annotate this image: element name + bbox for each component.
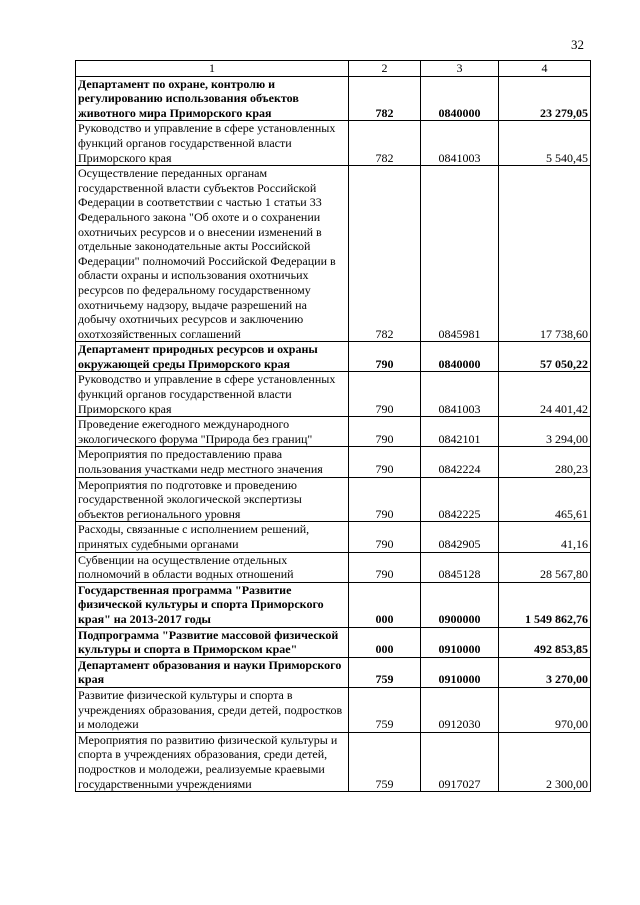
cell-amount: 41,16 (499, 522, 591, 552)
cell-name: Государственная программа "Развитие физической культуры и спорта Приморского края" на 2013-2017 годы (76, 582, 349, 627)
cell-code: 790 (349, 447, 421, 477)
cell-code: 000 (349, 627, 421, 657)
table-row (76, 687, 591, 732)
table-row (76, 447, 591, 477)
table-row (76, 76, 591, 121)
cell-amount: 23 279,05 (499, 76, 591, 121)
cell-code: 782 (349, 76, 421, 121)
header-row (76, 61, 591, 77)
column-header-code: 2 (349, 61, 421, 77)
cell-amount: 970,00 (499, 687, 591, 732)
cell-target: 0845981 (421, 166, 499, 342)
cell-amount: 5 540,45 (499, 121, 591, 166)
cell-name: Департамент образования и науки Приморского края (76, 657, 349, 687)
cell-name: Мероприятия по развитию физической культуры и спорта в учреждениях образования, среди детей, подростков и молодежи, реализуемые краевыми государственными учреждениями (76, 732, 349, 791)
cell-amount: 2 300,00 (499, 732, 591, 791)
cell-name: Департамент природных ресурсов и охраны окружающей среды Приморского края (76, 342, 349, 372)
cell-amount: 280,23 (499, 447, 591, 477)
cell-amount: 24 401,42 (499, 372, 591, 417)
cell-code: 790 (349, 477, 421, 522)
cell-target: 0842224 (421, 447, 499, 477)
cell-target: 0910000 (421, 627, 499, 657)
cell-name: Субвенции на осуществление отдельных полномочий в области водных отношений (76, 552, 349, 582)
column-header-name: 1 (76, 61, 349, 77)
cell-code: 759 (349, 687, 421, 732)
cell-target: 0842101 (421, 417, 499, 447)
budget-table (75, 60, 591, 792)
cell-name: Осуществление переданных органам государственной власти субъектов Российской Федерации в соответствии с частью 1 статьи 33 Федерального закона "Об охоте и о сохранении охотничьих ресурсов и о внесении изменений в отдельные законодательные акты Российской Федерации" полномочий Российской Федерации в области охраны и использования охотничьих ресурсов по федеральному государственному охотничьему надзору, выдаче разрешений на добычу охотничьих ресурсов и заключению охотхозяйственных соглашений (76, 166, 349, 342)
cell-amount: 492 853,85 (499, 627, 591, 657)
cell-amount: 1 549 862,76 (499, 582, 591, 627)
page-number: 32 (571, 37, 584, 52)
cell-amount: 3 294,00 (499, 417, 591, 447)
cell-target: 0841003 (421, 372, 499, 417)
cell-code: 790 (349, 552, 421, 582)
table-body (76, 76, 591, 792)
table-row (76, 582, 591, 627)
column-header-target: 3 (421, 61, 499, 77)
cell-code: 759 (349, 657, 421, 687)
cell-code: 790 (349, 372, 421, 417)
table-row (76, 342, 591, 372)
table-row (76, 121, 591, 166)
cell-target: 0840000 (421, 76, 499, 121)
cell-target: 0900000 (421, 582, 499, 627)
table-row (76, 522, 591, 552)
cell-target: 0840000 (421, 342, 499, 372)
cell-code: 000 (349, 582, 421, 627)
cell-amount: 465,61 (499, 477, 591, 522)
cell-target: 0842905 (421, 522, 499, 552)
cell-code: 782 (349, 121, 421, 166)
cell-code: 790 (349, 522, 421, 552)
cell-target: 0917027 (421, 732, 499, 791)
cell-name: Подпрограмма "Развитие массовой физической культуры и спорта в Приморском крае" (76, 627, 349, 657)
cell-amount: 28 567,80 (499, 552, 591, 582)
cell-name: Руководство и управление в сфере установленных функций органов государственной власти Приморского края (76, 121, 349, 166)
cell-name: Расходы, связанные с исполнением решений, принятых судебными органами (76, 522, 349, 552)
cell-name: Развитие физической культуры и спорта в учреждениях образования, среди детей, подростков и молодежи (76, 687, 349, 732)
table-row (76, 627, 591, 657)
table-row (76, 552, 591, 582)
cell-amount: 57 050,22 (499, 342, 591, 372)
cell-code: 790 (349, 417, 421, 447)
cell-target: 0842225 (421, 477, 499, 522)
table-row (76, 166, 591, 342)
cell-target: 0845128 (421, 552, 499, 582)
cell-name: Руководство и управление в сфере установленных функций органов государственной власти Приморского края (76, 372, 349, 417)
cell-amount: 3 270,00 (499, 657, 591, 687)
table-row (76, 732, 591, 791)
column-header-amount: 4 (499, 61, 591, 77)
cell-target: 0912030 (421, 687, 499, 732)
cell-code: 759 (349, 732, 421, 791)
cell-name: Мероприятия по предоставлению права пользования участками недр местного значения (76, 447, 349, 477)
cell-code: 782 (349, 166, 421, 342)
cell-target: 0910000 (421, 657, 499, 687)
cell-name: Мероприятия по подготовке и проведению государственной экологической экспертизы объектов регионального уровня (76, 477, 349, 522)
cell-target: 0841003 (421, 121, 499, 166)
table-row (76, 477, 591, 522)
cell-amount: 17 738,60 (499, 166, 591, 342)
table-row (76, 657, 591, 687)
cell-name: Проведение ежегодного международного экологического форума "Природа без границ" (76, 417, 349, 447)
table-row (76, 372, 591, 417)
table-row (76, 417, 591, 447)
cell-name: Департамент по охране, контролю и регулированию использования объектов животного мира Приморского края (76, 76, 349, 121)
cell-code: 790 (349, 342, 421, 372)
